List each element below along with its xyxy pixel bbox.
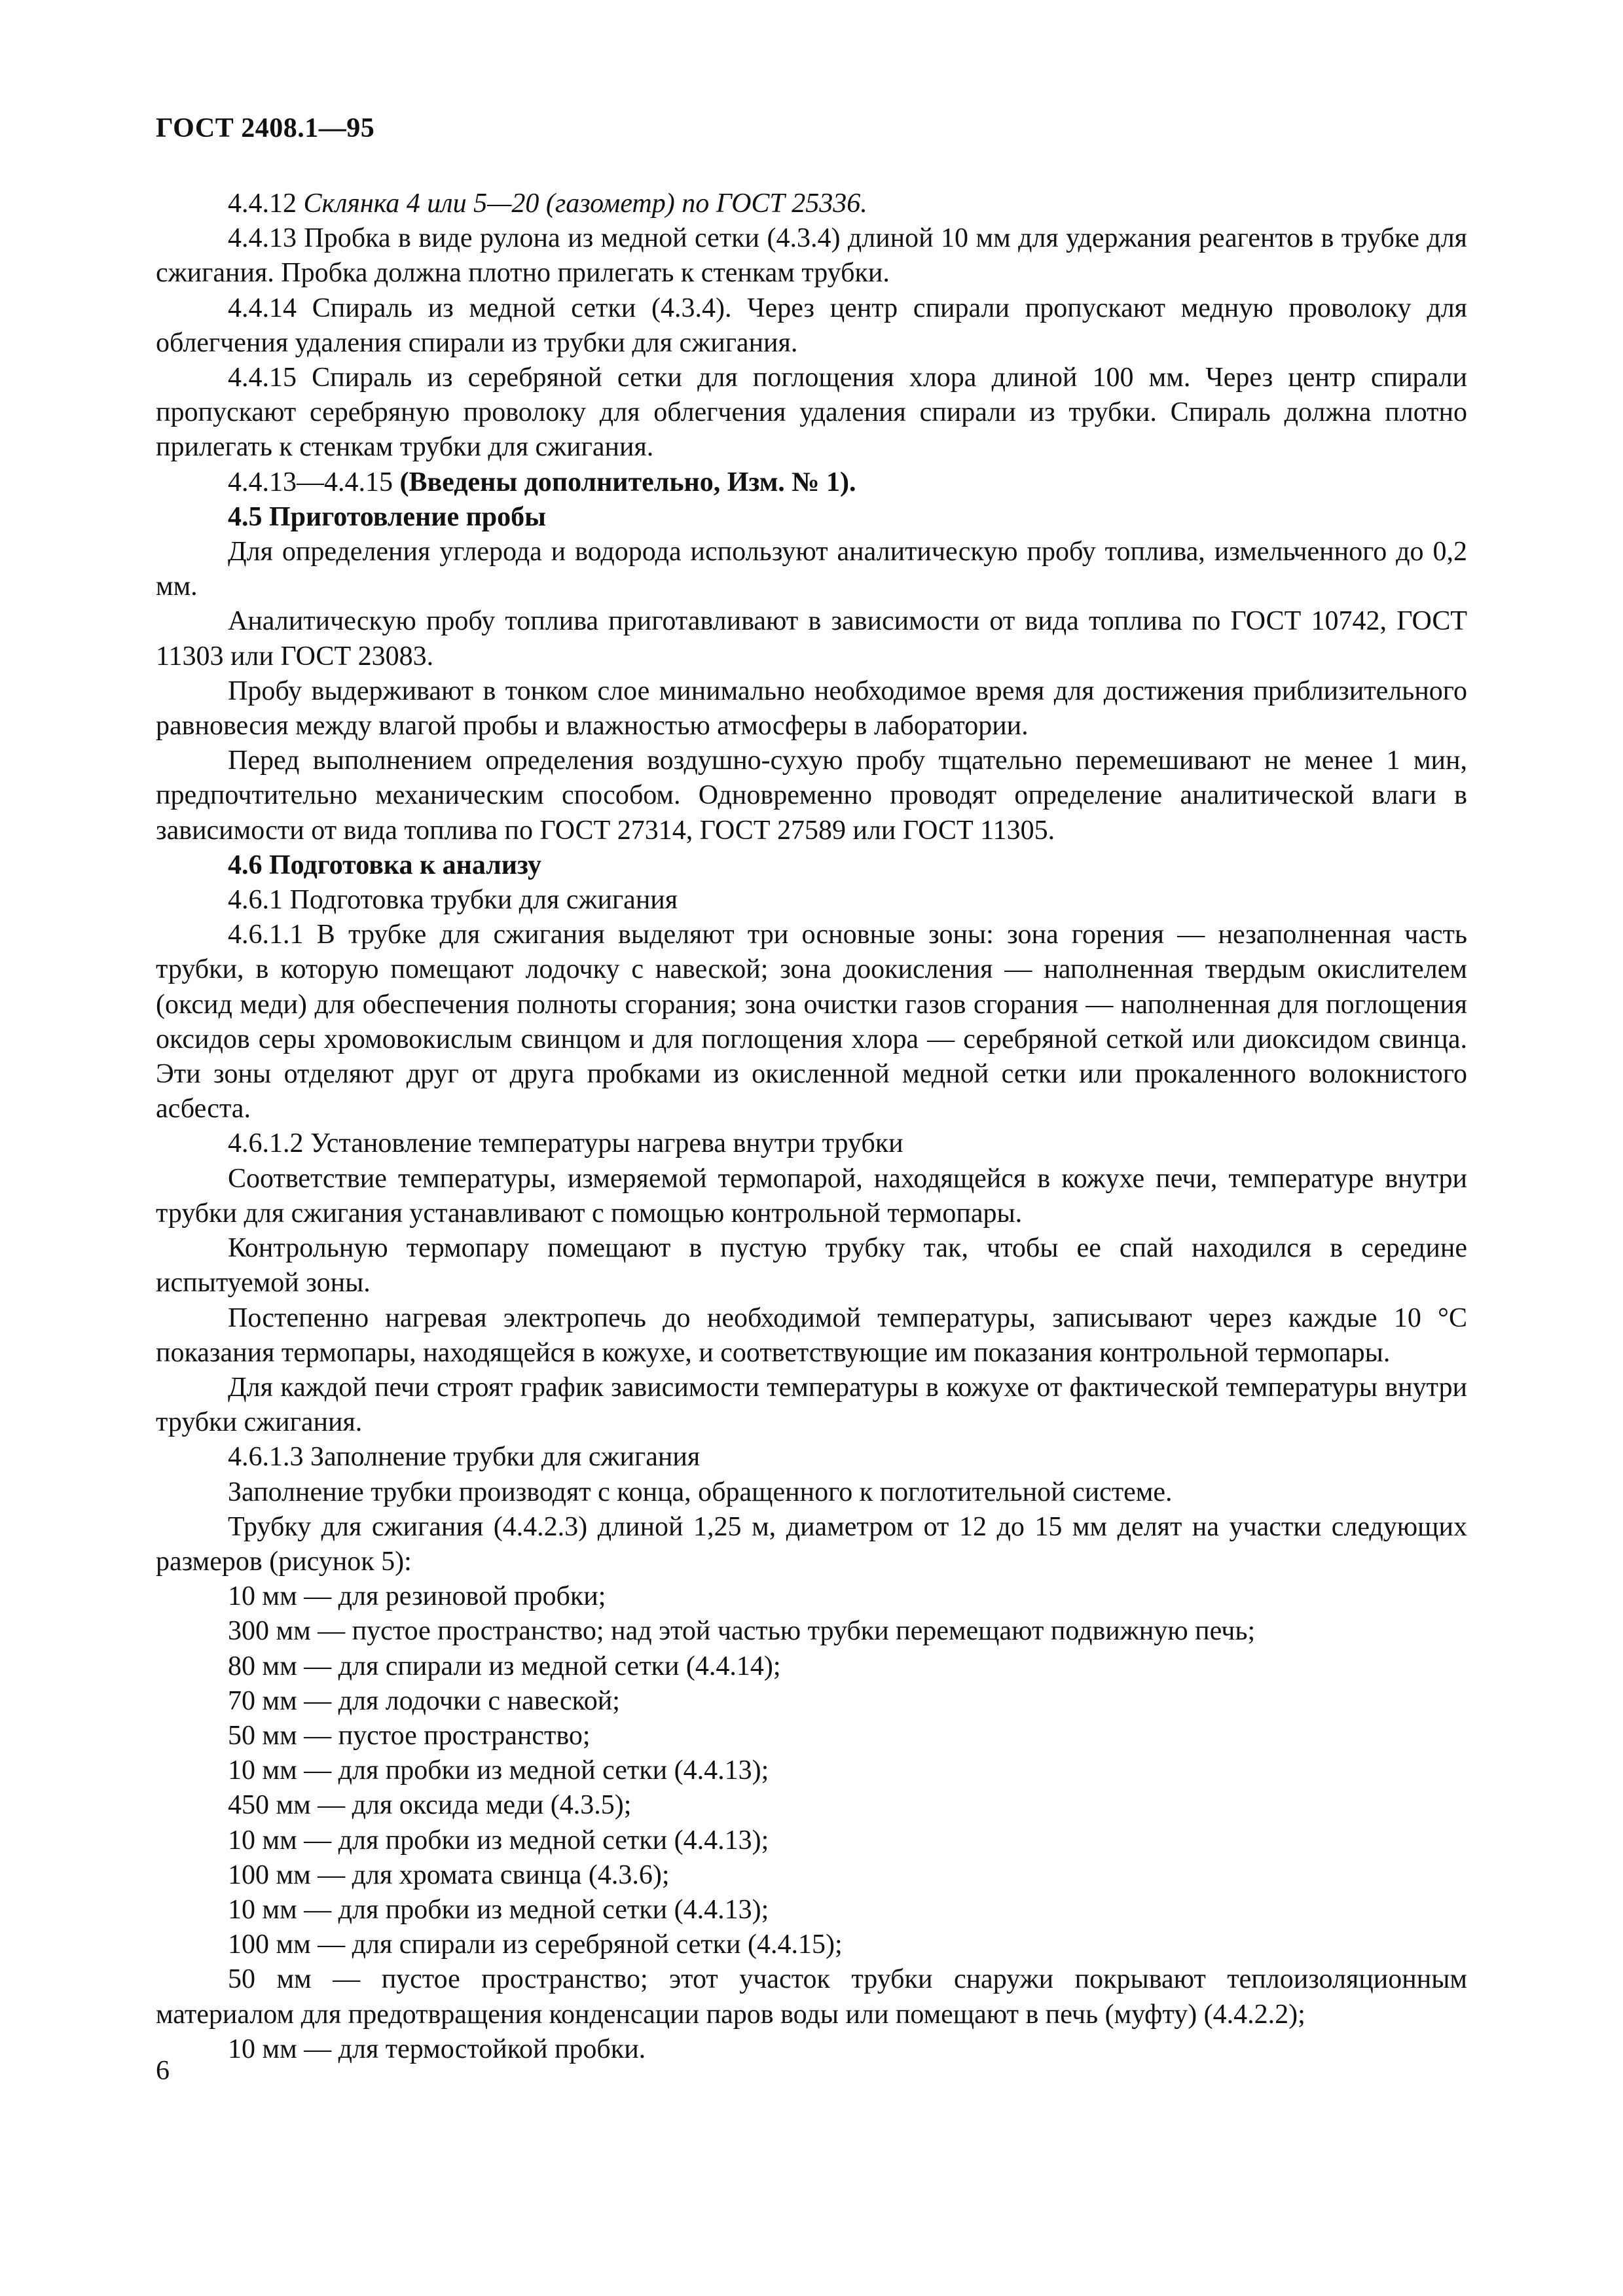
amendment-text: (Введены дополнительно, Изм. № 1). (399, 467, 856, 497)
list-item: 10 мм — для пробки из медной сетки (4.4.13); (228, 1825, 769, 1856)
list-item: 10 мм — для пробки из медной сетки (4.4.13); (228, 1894, 769, 1925)
paragraph: Постепенно нагревая электропечь до необходимой температуры, записывают через каждые 10 °С показания термопары, находящейся в кожухе, и соответствующие им показания контрольной термопары. (156, 1302, 1467, 1368)
section-heading-4-6: 4.6 Подготовка к анализу (228, 850, 541, 880)
list-item: 10 мм — для резиновой пробки; (228, 1581, 606, 1612)
paragraph-4-4-14: 4.4.14 Спираль из медной сетки (4.3.4). Через центр спирали пропускают медную проволоку для облегчения удаления спирали из трубки для сжигания. (156, 293, 1467, 358)
list-item: 10 мм — для термостойкой пробки. (228, 2034, 646, 2064)
subsection-heading-4-6-1-2: 4.6.1.2 Установление температуры нагрева внутри трубки (228, 1128, 903, 1159)
list-item: 300 мм — пустое пространство; над этой частью трубки перемещают подвижную печь; (228, 1616, 1256, 1647)
subsection-heading-4-6-1: 4.6.1 Подготовка трубки для сжигания (228, 885, 678, 916)
clause-number: 4.4.12 (228, 188, 297, 219)
paragraph-4-4-12 (156, 187, 1467, 221)
amendment-range: 4.4.13—4.4.15 (228, 467, 393, 497)
paragraph: Трубку для сжигания (4.4.2.3) длиной 1,25 м, диаметром от 12 до 15 мм делят на участки следующих размеров (рисунок 5): (156, 1511, 1467, 1577)
paragraph-4-4-15: 4.4.15 Спираль из серебряной сетки для поглощения хлора длиной 100 мм. Через центр спирали пропускают серебряную проволоку для облегчения удаления спирали из трубки. Спираль должна плотно прилегать к стенкам трубки для сжигания. (156, 363, 1467, 463)
document-body (156, 187, 1467, 2067)
paragraph: Пробу выдерживают в тонком слое минимально необходимое время для достижения приблизительного равновесия между влагой пробы и влажностью атмосферы в лаборатории. (156, 675, 1467, 742)
paragraph: Заполнение трубки производят с конца, обращенного к поглотительной системе. (228, 1477, 1173, 1507)
clause-text-italic: Склянка 4 или 5—20 (газометр) по ГОСТ 25336. (303, 188, 867, 219)
paragraph-4-6-1-1: 4.6.1.1 В трубке для сжигания выделяют три основные зоны: зона горения — незаполненная часть трубки, в которую помещают лодочку с навеской; зона доокисления — наполненная твердым окислителем (оксид меди) для обеспечения полноты сгорания; зона очистки газов сгорания — наполненная для поглощения оксидов серы хромовокислым свинцом и для поглощения хлора — серебряной сеткой или диоксидом свинца. Эти зоны отделяют друг от друга пробками из окисленной медной сетки или прокаленного волокнистого асбеста. (156, 920, 1467, 1124)
list-item: 10 мм — для пробки из медной сетки (4.4.13); (228, 1755, 769, 1786)
paragraph: Для каждой печи строят график зависимости температуры в кожухе от фактической температуры внутри трубки сжигания. (156, 1372, 1467, 1438)
paragraph: Для определения углерода и водорода используют аналитическую пробу топлива, измельченного до 0,2 мм. (156, 537, 1467, 602)
list-item: 100 мм — для спирали из серебряной сетки (4.4.15); (228, 1929, 843, 1960)
page-number: 6 (156, 2056, 170, 2086)
paragraph: Перед выполнением определения воздушно-сухую пробу тщательно перемешивают не менее 1 мин, предпочтительно механическим способом. Одновременно проводят определение аналитической влаги в зависимости от вида топлива по ГОСТ 27314, ГОСТ 27589 или ГОСТ 11305. (156, 745, 1467, 846)
paragraph: Аналитическую пробу топлива приготавливают в зависимости от вида топлива по ГОСТ 10742, ГОСТ 11303 или ГОСТ 23083. (156, 606, 1467, 672)
paragraph: Соответствие температуры, измеряемой термопарой, находящейся в кожухе печи, температуре внутри трубки для сжигания устанавливают с помощью контрольной термопары. (156, 1163, 1467, 1229)
list-item: 450 мм — для оксида меди (4.3.5); (228, 1790, 632, 1821)
section-heading-4-5: 4.5 Приготовление пробы (228, 501, 546, 532)
document-header: ГОСТ 2408.1—95 (156, 113, 375, 143)
amendment-note (156, 465, 1467, 500)
list-item: 50 мм — пустое пространство; (228, 1720, 591, 1751)
list-item-long: 50 мм — пустое пространство; этот участок трубки снаружи покрывают теплоизоляционным материалом для предотвращения конденсации паров воды или помещают в печь (муфту) (4.4.2.2); (156, 1964, 1467, 2030)
paragraph-4-4-13: 4.4.13 Пробка в виде рулона из медной сетки (4.3.4) длиной 10 мм для удержания реагентов в трубке для сжигания. Пробка должна плотно прилегать к стенкам трубки. (156, 223, 1467, 289)
list-item: 70 мм — для лодочки с навеской; (228, 1685, 620, 1716)
list-item: 80 мм — для спирали из медной сетки (4.4.14); (228, 1651, 781, 1681)
subsection-heading-4-6-1-3: 4.6.1.3 Заполнение трубки для сжигания (228, 1442, 701, 1473)
paragraph: Контрольную термопару помещают в пустую трубку так, чтобы ее спай находился в середине испытуемой зоны. (156, 1233, 1467, 1299)
list-item: 100 мм — для хромата свинца (4.3.6); (228, 1859, 670, 1890)
